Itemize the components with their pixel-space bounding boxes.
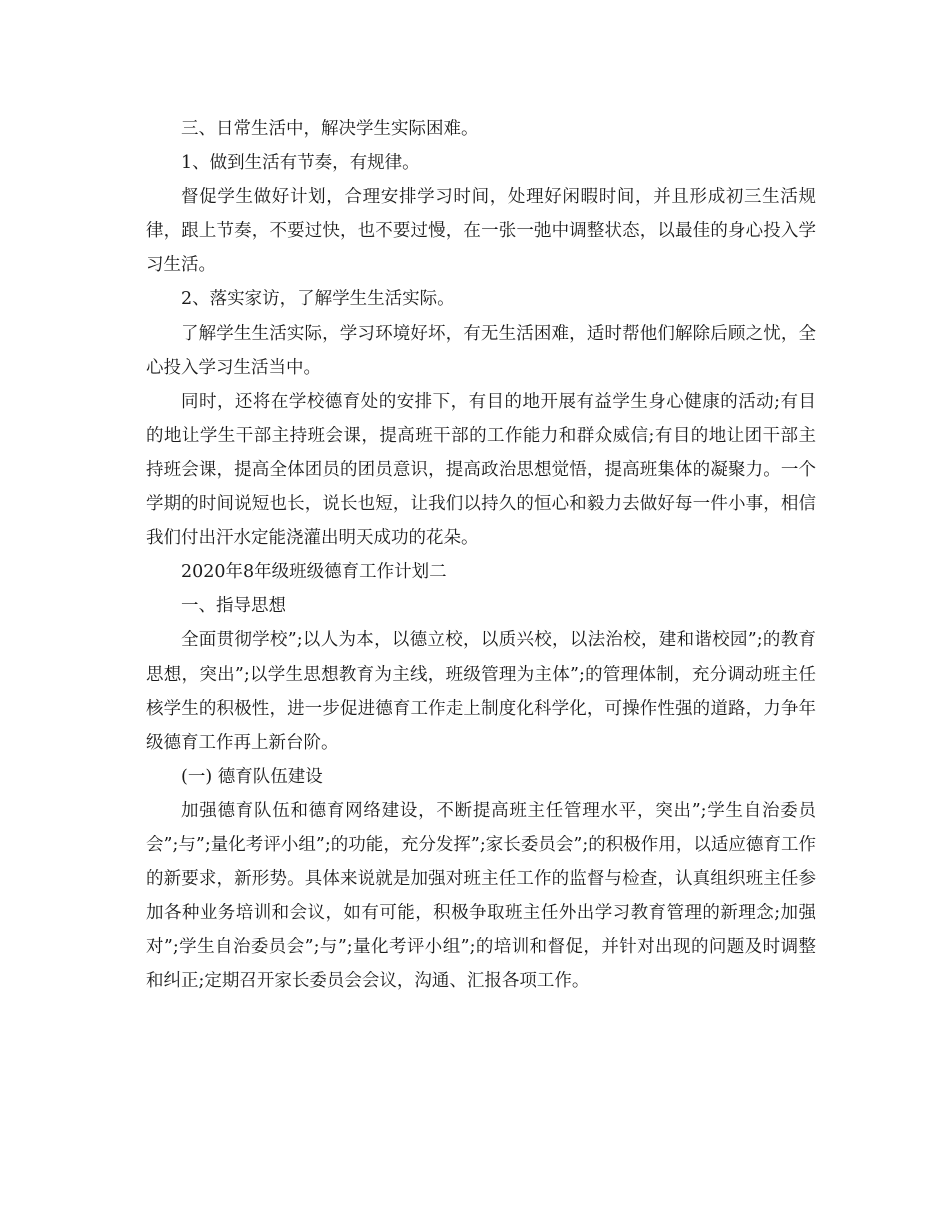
subsection-heading-team-building: (一) 德育队伍建设 <box>181 766 323 787</box>
section-heading-daily-life: 三、日常生活中，解决学生实际困难。 <box>181 119 479 139</box>
paragraph-home-visits: 了解学生生活实际，学习环境好坏，有无生活困难，适时帮他们解除后顾之忧，全心投入学习生活当中。 <box>146 323 816 378</box>
document-subtitle: 2020年8年级班级德育工作计划二 <box>181 562 447 583</box>
paragraph-activities: 同时，还将在学校德育处的安排下，有目的地开展有益学生身心健康的活动;有目的地让学生干部主持班会课，提高班干部的工作能力和群众威信;有目的地让团干部主持班会课，提高全体团员的团员意识，提高政治思想觉悟，提高班集体的凝聚力。一个学期的时间说短也长，说长也短，让我们以持久的恒心和毅力去做好每一件小事，相信我们付出汗水定能浇灌出明天成功的花朵。 <box>146 391 816 549</box>
paragraph-guiding-thought: 全面贯彻学校”;以人为本，以德立校，以质兴校，以法治校，建和谐校园”;的教育思想，突出”;以学生思想教育为主线，班级管理为主体”;的管理体制，充分调动班主任核学生的积极性，进一步促进德育工作走上制度化科学化，可操作性强的道路，力争年级德育工作再上新台阶。 <box>146 630 816 753</box>
section-heading-guiding-thought: 一、指导思想 <box>181 596 286 617</box>
document-body <box>146 112 816 998</box>
item-heading-rhythm: 1、做到生活有节奏，有规律。 <box>181 153 420 174</box>
item-heading-home-visits: 2、落实家访，了解学生生活实际。 <box>181 289 455 310</box>
paragraph-team-building: 加强德育队伍和德育网络建设，不断提高班主任管理水平，突出”;学生自治委员会”;与”;量化考评小组”;的功能，充分发挥”;家长委员会”;的积极作用，以适应德育工作的新要求，新形势。具体来说就是加强对班主任工作的监督与检查，认真组织班主任参加各种业务培训和会议，如有可能，积极争取班主任外出学习教育管理的新理念;加强对”;学生自治委员会”;与”;量化考评小组”;的培训和督促，并针对出现的问题及时调整和纠正;定期召开家长委员会会议，沟通、汇报各项工作。 <box>146 800 816 992</box>
paragraph-planning: 督促学生做好计划，合理安排学习时间，处理好闲暇时间，并且形成初三生活规律，跟上节奏，不要过快，也不要过慢，在一张一弛中调整状态，以最佳的身心投入学习生活。 <box>146 187 816 276</box>
